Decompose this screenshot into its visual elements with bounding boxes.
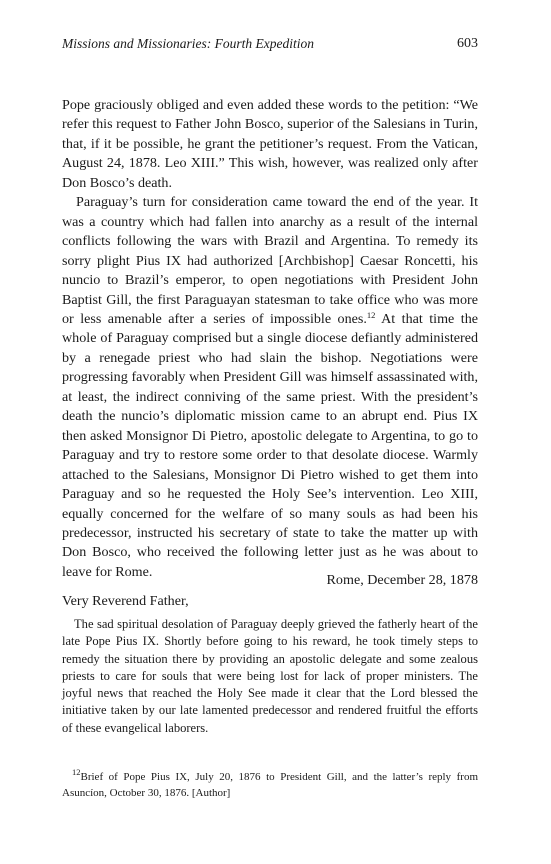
running-head-title: Missions and Missionaries: Fourth Expedition bbox=[62, 36, 314, 51]
footnote-reference: 12 bbox=[366, 309, 376, 320]
main-text bbox=[62, 96, 478, 582]
page-number: 603 bbox=[457, 36, 478, 51]
letter-salutation: Very Reverend Father, bbox=[62, 593, 189, 609]
letter-dateline: Rome, December 28, 1878 bbox=[326, 572, 478, 588]
running-header bbox=[62, 36, 478, 56]
footnote-number: 12 bbox=[72, 767, 81, 777]
letter-body: The sad spiritual desolation of Paraguay deeply grieved the fatherly heart of the late Pope Pius IX. Shortly before going to his reward, he took timely steps to remedy the situation there by providing an apostolic delegate and some zealous priests to care for souls that were being lost for lack of proper ministers. The joyful news that reached the Holy See made it clear that the Lord blessed the initiative taken by our late lamented predecessor and rendered fruitful the efforts of these evangelical laborers. bbox=[62, 617, 478, 735]
footnote bbox=[62, 767, 478, 801]
paragraph-2-part-2: At that time the whole of Paraguay comprised but a single diocese defiantly administered by a renegade priest who had slain the bishop. Negotiations were progressing favorably when President Gill was himself assassinated with, at least, the indirect conniving of the same priest. With the president’s death the nuncio’s diplomatic mission came to an abrupt end. Pius IX then asked Monsignor Di Pietro, apostolic delegate to Argentina, to go to Paraguay and try to restore some order to that desolate diocese. Warmly attached to the Salesians, Monsignor Di Pietro wished to get them into Paraguay and so he requested the Holy See’s intervention. Leo XIII, equally concerned for the welfare of so many souls as had been his predecessor, instructed his secretary of state to take the matter up with Don Bosco, who received the following letter just as he was about to leave for Rome. bbox=[62, 310, 478, 580]
footnote-text: Brief of Pope Pius IX, July 20, 1876 to President Gill, and the latter’s reply from Asuncíon, October 30, 1876. [Author] bbox=[62, 771, 478, 799]
paragraph-2 bbox=[62, 193, 478, 582]
paragraph-2-part-1: Paraguay’s turn for consideration came toward the end of the year. It was a country which had fallen into anarchy as a result of the internal conflicts following the wars with Brazil and Argentina. To remedy its sorry plight Pius IX had authorized [Archbishop] Caesar Roncetti, his nuncio to Brazil’s emperor, to open negotiations with President John Baptist Gill, the first Paraguayan statesman to take office who was more or less amenable after a series of impossible ones. bbox=[62, 194, 478, 327]
paragraph-1: Pope graciously obliged and even added these words to the petition: “We refer this request to Father John Bosco, superior of the Salesians in Turin, that, if it be possible, he grant the petitioner’s request. From the Vatican, August 24, 1878. Leo XIII.” This wish, however, was realized only after Don Bosco’s death. bbox=[62, 97, 478, 191]
